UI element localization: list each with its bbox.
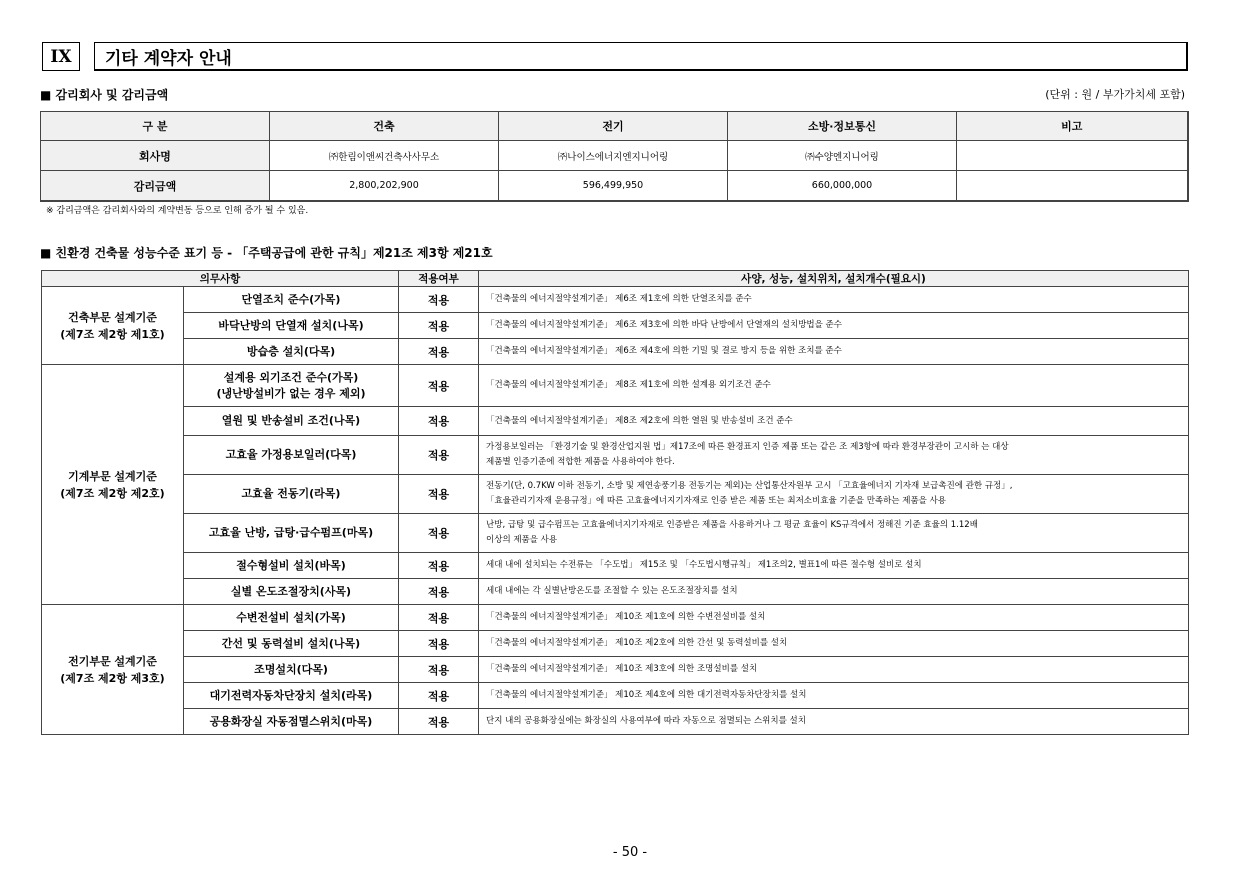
group-label: 기계부문 설계기준 (제7조 제2항 제2호) [42,365,184,605]
table-row [42,579,1189,605]
requirement-item: 간선 및 동력설비 설치(나목) [184,631,399,657]
table-row [42,365,1189,407]
table-cell [957,141,1188,171]
group-label: 건축부문 설계기준 (제7조 제2항 제1호) [42,287,184,365]
requirement-item: 열원 및 반송설비 조건(나목) [184,407,399,436]
requirement-description: 전동기(단, 0.7KW 이하 전동기, 소방 및 제연송풍기용 전동기는 제외)는 산업통산자원부 고시 「고효율에너지 기자재 보급촉진에 관한 규정」, 「효율관리기자재 운용규정」에 따른 고효율에너지기자재로 인증 받은 제품 또는 최저소비효율 기준을 만족하는 제품을 사용 [479,475,1189,514]
table-cell: ㈜수양엔지니어링 [728,141,957,171]
requirement-item: 바닥난방의 단열재 설치(나목) [184,313,399,339]
applied-status: 적용 [399,579,479,605]
table-cell: ㈜나이스에너지엔지니어링 [499,141,728,171]
requirement-description: 「건축물의 에너지절약설계기준」 제10조 제1호에 의한 수변전설비를 설치 [479,605,1189,631]
table-cell [957,171,1188,202]
applied-status: 적용 [399,407,479,436]
column-header: 적용여부 [399,271,479,287]
supervision-heading: ■ 감리회사 및 감리금액 [40,88,169,102]
table-cell: 2,800,202,900 [270,171,499,202]
table-row [42,436,1189,475]
requirement-item: 방습층 설치(다목) [184,339,399,365]
eco-heading: ■ 친환경 건축물 성능수준 표기 등 - 「주택공급에 관한 규칙」제21조 제3항 제21호 [40,246,493,260]
requirement-description: 「건축물의 에너지절약설계기준」 제6조 제1호에 의한 단열조치를 준수 [479,287,1189,313]
requirement-item: 조명설치(다목) [184,657,399,683]
table-row [42,407,1189,436]
supervision-note: ※ 감리금액은 감리회사와의 계약변동 등으로 인해 증가 될 수 있음. [46,206,309,216]
applied-status: 적용 [399,709,479,735]
column-header: 비고 [957,112,1188,141]
row-header: 회사명 [41,141,270,171]
table-cell: ㈜한림이앤씨건축사사무소 [270,141,499,171]
applied-status: 적용 [399,287,479,313]
applied-status: 적용 [399,605,479,631]
table-row [42,313,1189,339]
section-number: IX [42,42,80,71]
requirement-item: 실별 온도조절장치(사목) [184,579,399,605]
applied-status: 적용 [399,436,479,475]
requirement-item: 절수형설비 설치(바목) [184,553,399,579]
requirement-item: 수변전설비 설치(가목) [184,605,399,631]
requirement-item: 고효율 난방, 급탕·급수펌프(마목) [184,514,399,553]
column-header: 전기 [499,112,728,141]
table-row [42,553,1189,579]
applied-status: 적용 [399,683,479,709]
requirement-item: 단열조치 준수(가목) [184,287,399,313]
applied-status: 적용 [399,313,479,339]
table-row [42,683,1189,709]
eco-performance-table [41,270,1189,735]
table-header-row [41,112,1188,141]
table-row [42,475,1189,514]
requirement-description: 「건축물의 에너지절약설계기준」 제6조 제4호에 의한 기밀 및 결로 방지 등을 위한 조치를 준수 [479,339,1189,365]
applied-status: 적용 [399,339,479,365]
table-row [41,171,1188,202]
table-row [42,287,1189,313]
column-header: 소방·정보통신 [728,112,957,141]
column-header: 의무사항 [42,271,399,287]
table-row [42,605,1189,631]
requirement-description: 「건축물의 에너지절약설계기준」 제10조 제2호에 의한 간선 및 동력설비를 설치 [479,631,1189,657]
requirement-description: 단지 내의 공용화장실에는 화장실의 사용여부에 따라 자동으로 점멸되는 스위치를 설치 [479,709,1189,735]
table-header-row [42,271,1189,287]
table-row [42,631,1189,657]
requirement-description: 세대 내에는 각 실별난방온도를 조절할 수 있는 온도조절장치를 설치 [479,579,1189,605]
requirement-description: 「건축물의 에너지절약설계기준」 제8조 제1호에 의한 설계용 외기조건 준수 [479,365,1189,407]
table-row [42,339,1189,365]
requirement-description: 「건축물의 에너지절약설계기준」 제8조 제2호에 의한 열원 및 반송설비 조건 준수 [479,407,1189,436]
requirement-item: 고효율 전동기(라목) [184,475,399,514]
requirement-description: 「건축물의 에너지절약설계기준」 제10조 제4호에 의한 대기전력자동차단장치를 설치 [479,683,1189,709]
column-header: 건축 [270,112,499,141]
requirement-item: 공용화장실 자동점멸스위치(마목) [184,709,399,735]
table-cell: 660,000,000 [728,171,957,202]
table-row [42,657,1189,683]
requirement-item: 설계용 외기조건 준수(가목) (냉난방설비가 없는 경우 제외) [184,365,399,407]
requirement-description: 가정용보일러는 「환경기술 및 환경산업지원 법」제17조에 따른 환경표지 인증 제품 또는 같은 조 제3항에 따라 환경부장관이 고시하 는 대상 제품별 인증기준에 적합한 제품을 사용하여야 한다. [479,436,1189,475]
applied-status: 적용 [399,514,479,553]
applied-status: 적용 [399,631,479,657]
section-title: 기타 계약자 안내 [94,42,1188,71]
requirement-item: 고효율 가정용보일러(다목) [184,436,399,475]
column-header: 사양, 성능, 설치위치, 설치개수(필요시) [479,271,1189,287]
table-row [42,709,1189,735]
requirement-description: 난방, 급탕 및 급수펌프는 고효율에너지기자재로 인증받은 제품을 사용하거나 그 평균 효율이 KS규격에서 정해진 기준 효율의 1.12배 이상의 제품을 사용 [479,514,1189,553]
page-number: - 50 - [612,845,648,860]
requirement-description: 「건축물의 에너지절약설계기준」 제10조 제3호에 의한 조명설비를 설치 [479,657,1189,683]
applied-status: 적용 [399,475,479,514]
requirement-item: 대기전력자동차단장치 설치(라목) [184,683,399,709]
supervision-table [40,111,1189,202]
applied-status: 적용 [399,365,479,407]
applied-status: 적용 [399,553,479,579]
requirement-description: 「건축물의 에너지절약설계기준」 제6조 제3호에 의한 바닥 난방에서 단열재의 설치방법을 준수 [479,313,1189,339]
column-header: 구 분 [41,112,270,141]
table-row [41,141,1188,171]
row-header: 감리금액 [41,171,270,202]
requirement-description: 세대 내에 설치되는 수전류는 「수도법」 제15조 및 「수도법시행규칙」 제1조의2, 별표1에 따른 절수형 설비로 설치 [479,553,1189,579]
unit-note: (단위 : 원 / 부가가치세 포함) [1045,88,1185,101]
group-label: 전기부문 설계기준 (제7조 제2항 제3호) [42,605,184,735]
table-row [42,514,1189,553]
applied-status: 적용 [399,657,479,683]
table-cell: 596,499,950 [499,171,728,202]
